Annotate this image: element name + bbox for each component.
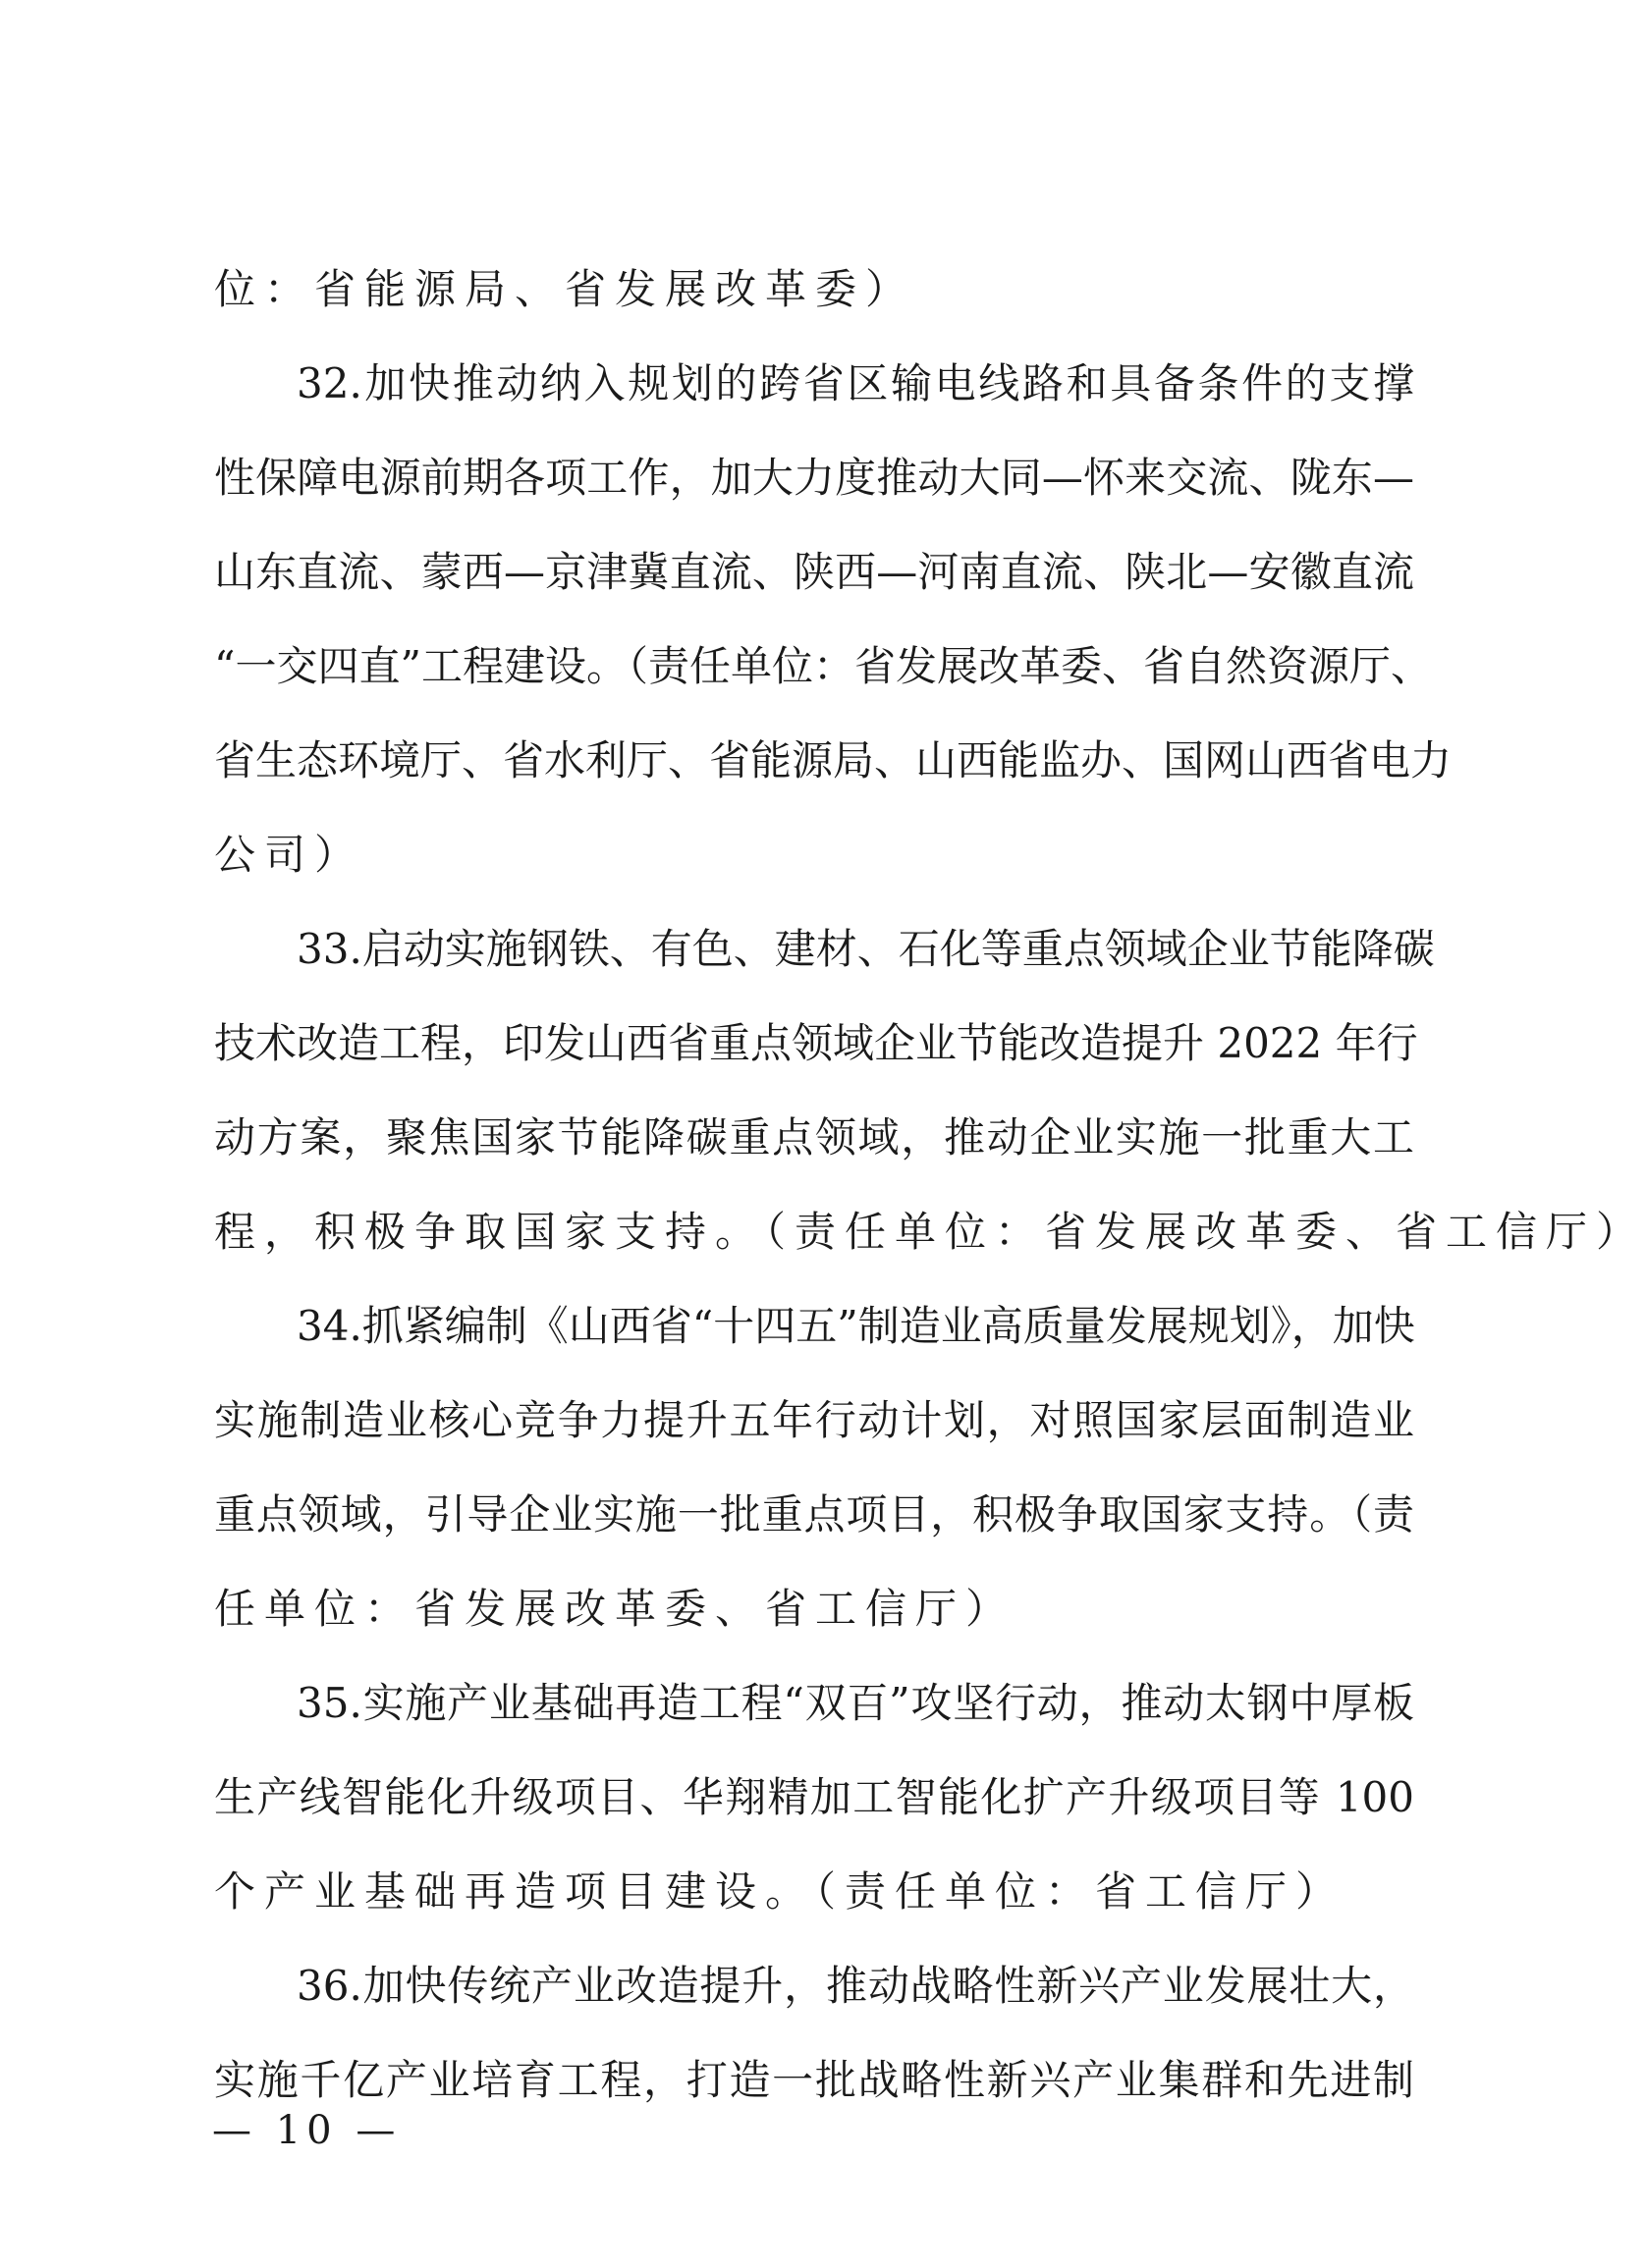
paragraph-line: 36.加快传统产业改造提升，推动战略性新兴产业发展壮大，: [297, 1962, 1414, 2010]
paragraph-line: 35.实施产业基础再造工程“双百”攻坚行动，推动太钢中厚板: [297, 1679, 1414, 1727]
paragraph-line: 山东直流、蒙西—京津冀直流、陕西—河南直流、陕北—安徽直流: [214, 548, 1414, 596]
paragraph-line: 性保障电源前期各项工作，加大力度推动大同—怀来交流、陇东—: [214, 454, 1414, 502]
paragraph-line: 公司）: [214, 831, 365, 879]
paragraph-line: 动方案，聚焦国家节能降碳重点领域，推动企业实施一批重大工: [214, 1113, 1414, 1161]
paragraph-line: 34.抓紧编制《山西省“十四五”制造业高质量发展规划》，加快: [297, 1302, 1415, 1350]
page-number: — 10 —: [212, 2108, 402, 2153]
paragraph-line: 任单位：省发展改革委、省工信厅）: [214, 1585, 1016, 1633]
paragraph-line: 实施千亿产业培育工程，打造一批战略性新兴产业集群和先进制: [214, 2056, 1414, 2104]
paragraph-line: 33.启动实施钢铁、有色、建材、石化等重点领域企业节能降碳: [297, 925, 1435, 973]
paragraph-line: “一交四直”工程建设。（责任单位：省发展改革委、省自然资源厅、: [214, 642, 1432, 690]
paragraph-line: 省生态环境厅、省水利厅、省能源局、山西能监办、国网山西省电力: [214, 736, 1453, 784]
paragraph-line: 技术改造工程，印发山西省重点领域企业节能改造提升 2022 年行: [214, 1019, 1418, 1067]
paragraph-line: 位：省能源局、省发展改革委）: [214, 265, 916, 313]
paragraph-line: 32.加快推动纳入规划的跨省区输电线路和具备条件的支撑: [297, 359, 1414, 407]
paragraph-line: 实施制造业核心竞争力提升五年行动计划，对照国家层面制造业: [214, 1396, 1414, 1444]
paragraph-line: 重点领域，引导企业实施一批重点项目，积极争取国家支持。（责: [214, 1490, 1414, 1539]
paragraph-line: 程，积极争取国家支持。（责任单位：省发展改革委、省工信厅）: [214, 1208, 1646, 1256]
paragraph-line: 个产业基础再造项目建设。（责任单位：省工信厅）: [214, 1867, 1346, 1916]
paragraph-line: 生产线智能化升级项目、华翔精加工智能化扩产升级项目等 100: [214, 1773, 1414, 1821]
